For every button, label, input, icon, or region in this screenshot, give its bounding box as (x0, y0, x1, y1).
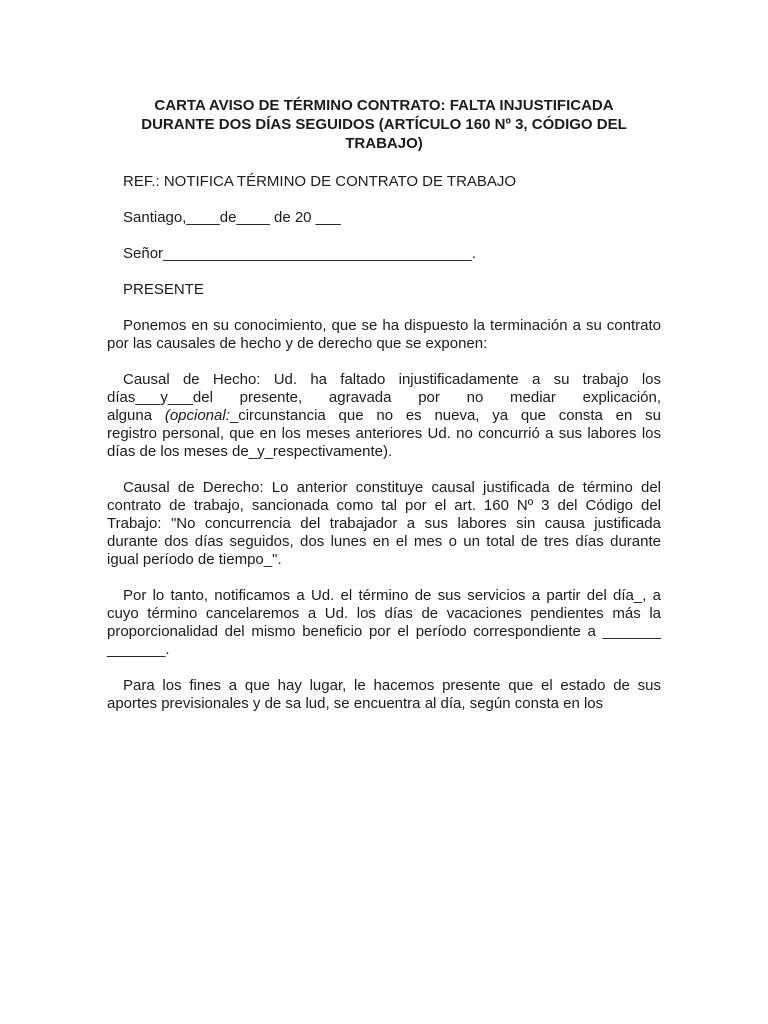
title-line: TRABAJO) (345, 135, 423, 152)
paragraph-line: Ponemos en su conocimiento, que se ha dispuesto la terminación a su contrato (123, 317, 661, 334)
paragraph-line: Trabajo: "No concurrencia del trabajador a sus labores sin causa justificada (107, 515, 661, 532)
paragraph-line: durante dos días seguidos, dos lunes en el mes o un total de tres días durante (107, 533, 661, 550)
place-date-line: Santiago,____de____ de 20 ___ (123, 209, 341, 226)
paragraph-line (107, 407, 661, 425)
paragraph-line: igual período de tiempo_". (107, 551, 282, 568)
paragraph-line: aportes previsionales y de sa lud, se encuentra al día, según consta en los (107, 695, 604, 712)
paragraph-line: días de los meses de_y_respectivamente). (107, 443, 393, 460)
paragraph-line: Causal de Hecho: Ud. ha faltado injustificadamente a su trabajo los (123, 371, 661, 388)
paragraph-line: Causal de Derecho: Lo anterior constituye causal justificada de término del (123, 479, 661, 496)
italic-note: (opcional: (164, 407, 230, 424)
text-fragment: _circunstancia que no es nueva, ya que consta en su (229, 407, 661, 424)
paragraph-line: Por lo tanto, notificamos a Ud. el término de sus servicios a partir del día_, a (123, 587, 661, 604)
paragraph-line: Para los fines a que hay lugar, le hacemos presente que el estado de sus (123, 677, 661, 694)
paragraph-line: por las causales de hecho y de derecho que se exponen: (107, 335, 488, 352)
paragraph-line: proporcionalidad del mismo beneficio por el período correspondiente a _______ (107, 623, 661, 640)
paragraph-line: cuyo término cancelaremos a Ud. los días de vacaciones pendientes más la (107, 605, 661, 622)
paragraph-causal-derecho (107, 479, 661, 569)
paragraph-notification (107, 587, 661, 659)
paragraph-previsional (107, 677, 661, 713)
paragraph-notice (107, 317, 661, 353)
paragraph-line: días___y___del presente, agravada por no mediar explicación, (107, 389, 661, 406)
document-page (107, 96, 661, 731)
reference-line: REF.: NOTIFICA TÉRMINO DE CONTRATO DE TRABAJO (123, 173, 517, 190)
title-line: DURANTE DOS DÍAS SEGUIDOS (ARTÍCULO 160 Nº 3, CÓDIGO DEL (141, 116, 627, 133)
title-line: CARTA AVISO DE TÉRMINO CONTRATO: FALTA INJUSTIFICADA (154, 97, 614, 114)
paragraph-line: contrato de trabajo, sancionada como tal por el art. 160 Nº 3 del Código del (107, 497, 661, 514)
paragraph-line: registro personal, que en los meses anteriores Ud. no concurrió a sus labores los (107, 425, 661, 442)
presente-line: PRESENTE (123, 281, 204, 298)
paragraph-causal-hecho (107, 371, 661, 461)
recipient-line: Señor_____________________________________. (123, 245, 476, 262)
paragraph-line: _______. (107, 641, 170, 658)
text-fragment: alguna (107, 407, 165, 424)
document-title (107, 96, 661, 153)
